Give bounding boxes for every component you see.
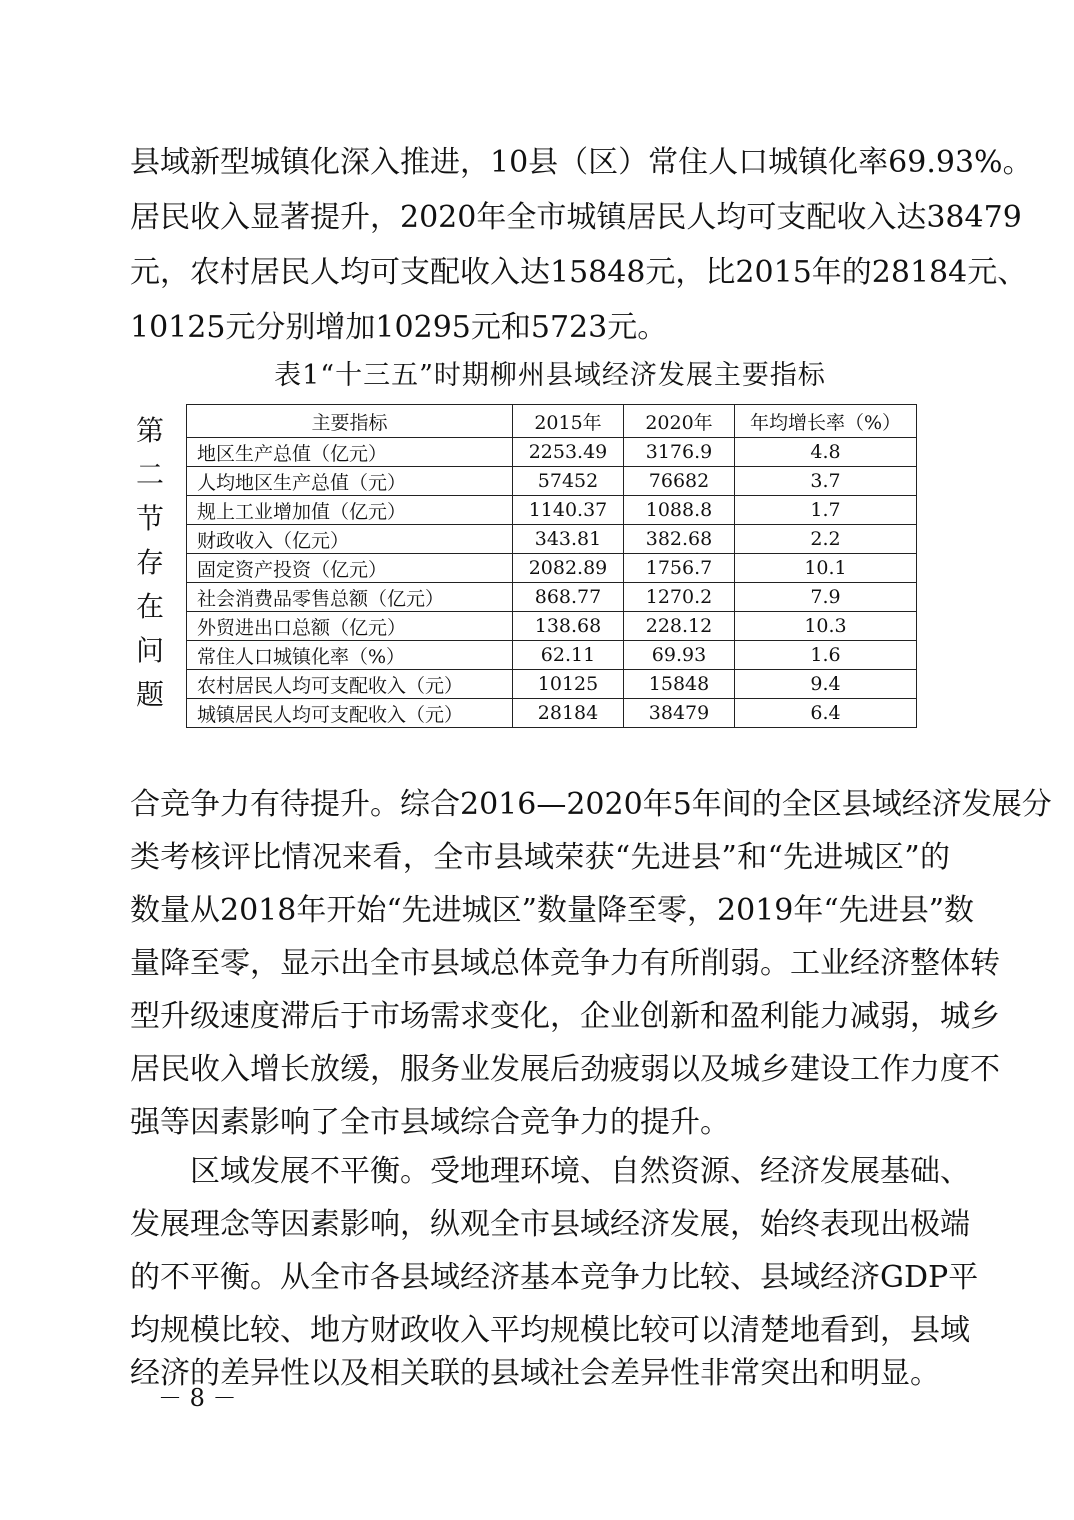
indicator-value-cell: 62.11 (513, 641, 624, 670)
side-heading-char: 存 (135, 546, 164, 579)
indicator-value-cell: 4.8 (735, 438, 917, 467)
table-row (187, 670, 917, 699)
paragraph-line: 类考核评比情况来看，全市县域荣获“先进县”和“先进城区”的 (130, 840, 950, 875)
table-row (187, 612, 917, 641)
indicator-value-cell: 38479 (624, 699, 735, 728)
indicator-value-cell: 10125 (513, 670, 624, 699)
indicator-value-cell: 7.9 (735, 583, 917, 612)
paragraph-line: 型升级速度滞后于市场需求变化，企业创新和盈利能力减弱，城乡 (130, 999, 1000, 1034)
indicator-name-cell: 社会消费品零售总额（亿元） (187, 583, 513, 612)
table-row (187, 641, 917, 670)
side-heading-char: 二 (135, 458, 164, 491)
paragraph-line: 居民收入显著提升，2020年全市城镇居民人均可支配收入达38479 (130, 200, 1022, 235)
indicators-table (186, 404, 917, 728)
indicator-value-cell: 76682 (624, 467, 735, 496)
indicator-value-cell: 1140.37 (513, 496, 624, 525)
indicator-value-cell: 1.6 (735, 641, 917, 670)
indicator-value-cell: 3176.9 (624, 438, 735, 467)
indicator-name-cell: 外贸进出口总额（亿元） (187, 612, 513, 641)
indicator-name-cell: 规上工业增加值（亿元） (187, 496, 513, 525)
side-heading-char: 节 (135, 502, 164, 535)
indicator-value-cell: 10.1 (735, 554, 917, 583)
indicator-value-cell: 2.2 (735, 525, 917, 554)
side-heading-char: 在 (135, 590, 164, 623)
indicator-value-cell: 343.81 (513, 525, 624, 554)
indicator-value-cell: 3.7 (735, 467, 917, 496)
indicator-value-cell: 15848 (624, 670, 735, 699)
page-number: － 8 － (158, 1384, 237, 1412)
table-title: 表1“十三五”时期柳州县域经济发展主要指标 (274, 360, 826, 391)
indicator-value-cell: 57452 (513, 467, 624, 496)
indicator-value-cell: 2253.49 (513, 438, 624, 467)
indicator-name-cell: 固定资产投资（亿元） (187, 554, 513, 583)
table-row (187, 554, 917, 583)
paragraph-line: 的不平衡。从全市各县域经济基本竞争力比较、县域经济GDP平 (130, 1260, 979, 1295)
table-row (187, 438, 917, 467)
column-header: 年均增长率（%） (735, 405, 917, 438)
paragraph-line: 居民收入增长放缓，服务业发展后劲疲弱以及城乡建设工作力度不 (130, 1052, 1000, 1087)
column-header: 2020年 (624, 405, 735, 438)
indicator-value-cell: 868.77 (513, 583, 624, 612)
indicator-value-cell: 6.4 (735, 699, 917, 728)
table-body (187, 438, 917, 728)
indicator-value-cell: 228.12 (624, 612, 735, 641)
paragraph-line: 强等因素影响了全市县域综合竞争力的提升。 (130, 1105, 730, 1140)
side-heading-char: 题 (135, 678, 164, 711)
column-header: 2015年 (513, 405, 624, 438)
paragraph-line: 量降至零，显示出全市县域总体竞争力有所削弱。工业经济整体转 (130, 946, 1000, 981)
table-row (187, 699, 917, 728)
indicator-name-cell: 地区生产总值（亿元） (187, 438, 513, 467)
indicator-name-cell: 人均地区生产总值（元） (187, 467, 513, 496)
paragraph-line: 合竞争力有待提升。综合2016—2020年5年间的全区县域经济发展分 (130, 787, 1052, 822)
indicator-value-cell: 1088.8 (624, 496, 735, 525)
paragraph-line: 经济的差异性以及相关联的县域社会差异性非常突出和明显。 (130, 1356, 940, 1391)
indicator-value-cell: 10.3 (735, 612, 917, 641)
table-row (187, 525, 917, 554)
indicator-value-cell: 69.93 (624, 641, 735, 670)
indicator-name-cell: 财政收入（亿元） (187, 525, 513, 554)
indicator-value-cell: 9.4 (735, 670, 917, 699)
indicator-value-cell: 138.68 (513, 612, 624, 641)
indicator-value-cell: 1756.7 (624, 554, 735, 583)
indicator-name-cell: 常住人口城镇化率（%） (187, 641, 513, 670)
section-side-heading (128, 412, 172, 720)
paragraph-line: 发展理念等因素影响，纵观全市县域经济发展，始终表现出极端 (130, 1207, 970, 1242)
paragraph-line: 元，农村居民人均可支配收入达15848元，比2015年的28184元、 (130, 255, 1028, 290)
indicator-name-cell: 城镇居民人均可支配收入（元） (187, 699, 513, 728)
indicator-name-cell: 农村居民人均可支配收入（元） (187, 670, 513, 699)
indicator-value-cell: 1270.2 (624, 583, 735, 612)
paragraph-line: 区域发展不平衡。受地理环境、自然资源、经济发展基础、 (130, 1154, 970, 1189)
side-heading-char: 问 (135, 634, 164, 667)
table-row (187, 496, 917, 525)
indicator-value-cell: 382.68 (624, 525, 735, 554)
paragraph-line: 均规模比较、地方财政收入平均规模比较可以清楚地看到，县域 (130, 1313, 970, 1348)
column-header: 主要指标 (187, 405, 513, 438)
side-heading-char: 第 (135, 414, 164, 447)
indicator-value-cell: 28184 (513, 699, 624, 728)
paragraph-line: 10125元分别增加10295元和5723元。 (130, 310, 668, 345)
indicator-value-cell: 2082.89 (513, 554, 624, 583)
table-header-row (187, 405, 917, 438)
table-row (187, 583, 917, 612)
paragraph-line: 数量从2018年开始“先进城区”数量降至零，2019年“先进县”数 (130, 893, 975, 928)
indicator-value-cell: 1.7 (735, 496, 917, 525)
table-row (187, 467, 917, 496)
paragraph-line: 县域新型城镇化深入推进，10县（区）常住人口城镇化率69.93%。 (130, 145, 1033, 180)
